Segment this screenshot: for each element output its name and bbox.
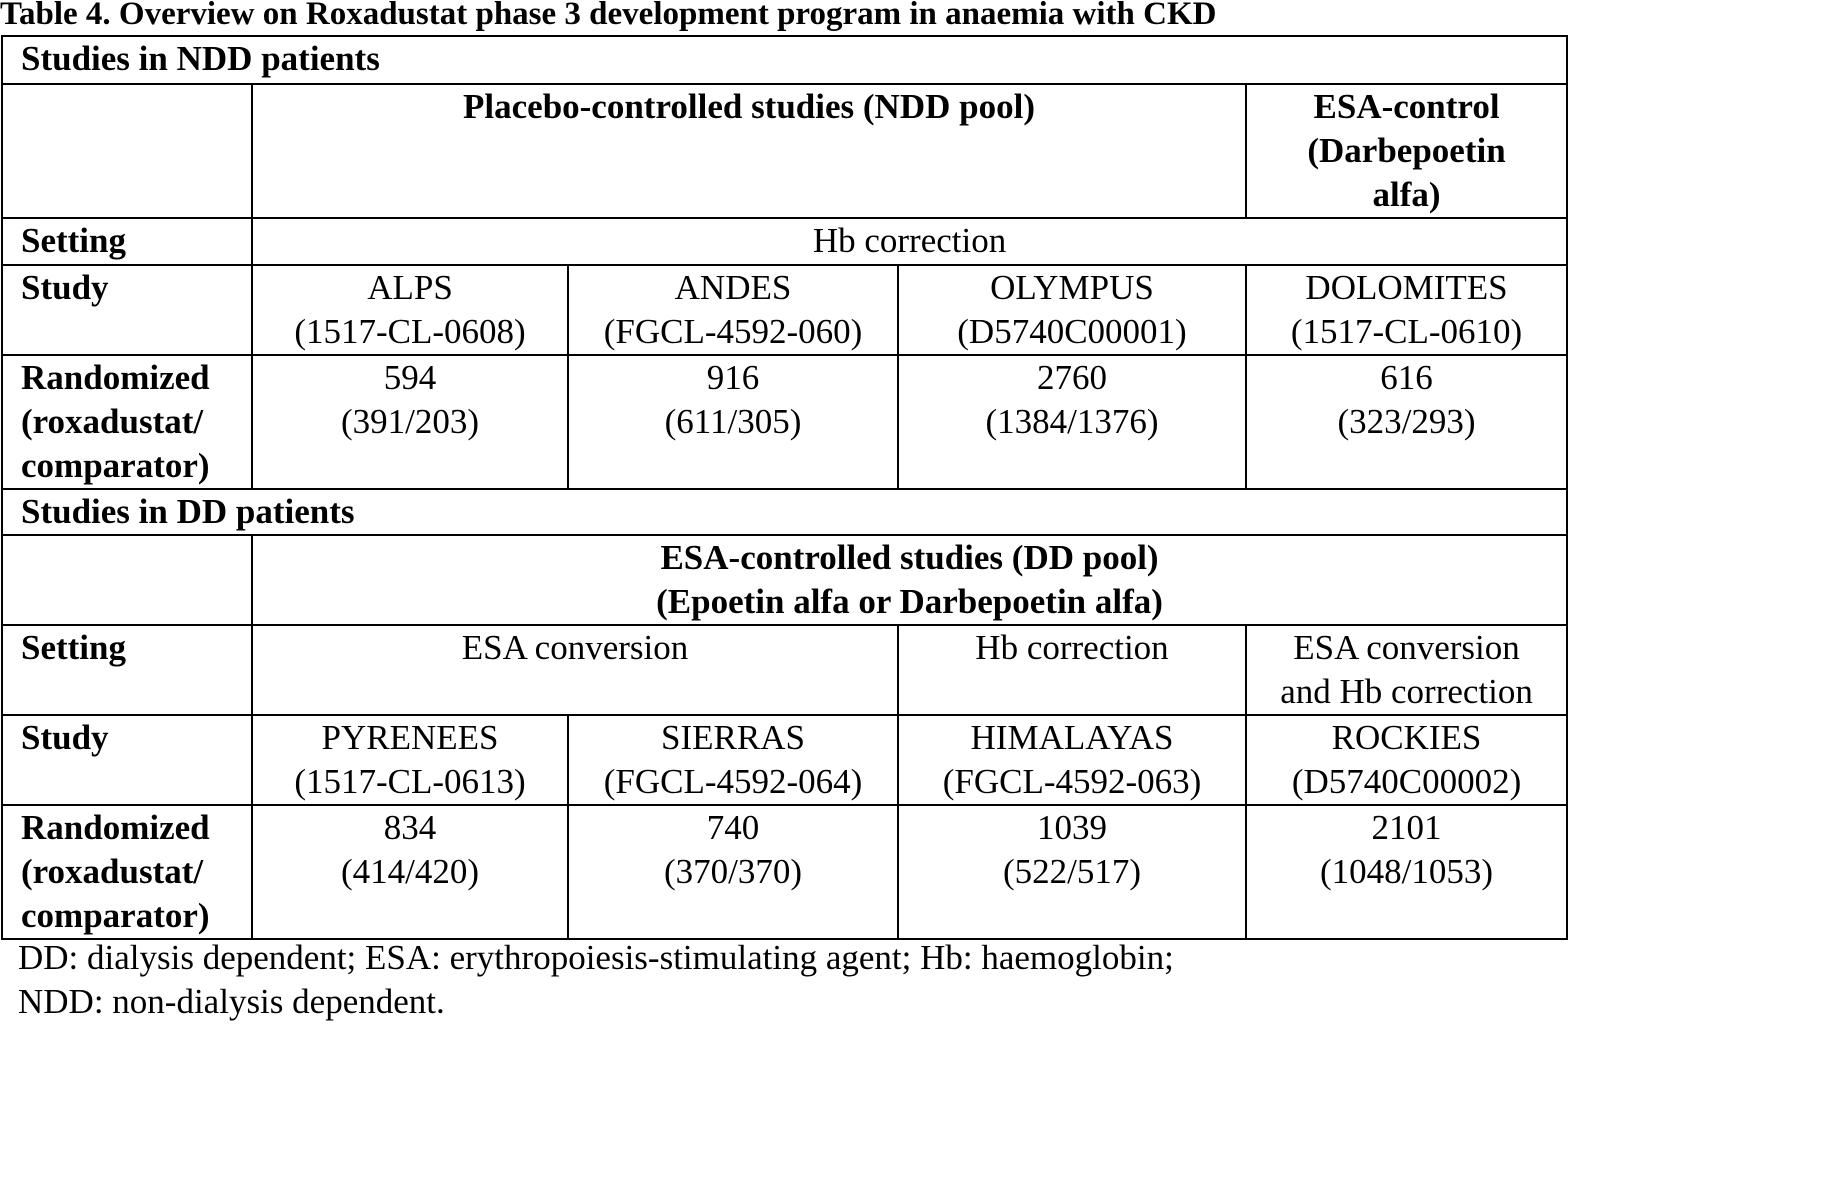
randomized-label	[2, 355, 252, 489]
study-name: ROCKIES	[1331, 718, 1482, 757]
study-name: ANDES	[674, 268, 792, 307]
footnote-line: DD: dialysis dependent; ESA: erythropoiesis-stimulating agent; Hb: haemoglobin;	[18, 938, 1174, 977]
randomized-cell	[252, 355, 568, 489]
randomized-split: (391/203)	[340, 402, 480, 441]
study-code: (D5740C00002)	[1291, 762, 1522, 801]
group-placebo-header: Placebo-controlled studies (NDD pool)	[252, 84, 1246, 218]
study-code: (1517-CL-0613)	[294, 762, 526, 801]
study-cell	[898, 715, 1246, 805]
setting-label: Setting	[2, 625, 252, 715]
randomized-cell	[1246, 355, 1567, 489]
overview-table	[1, 35, 1568, 940]
randomized-cell	[898, 355, 1246, 489]
setting-value: ESA conversion	[252, 625, 898, 715]
randomized-label-line: comparator)	[21, 896, 210, 935]
table-caption: Table 4. Overview on Roxadustat phase 3 development program in anaemia with CKD	[0, 0, 1217, 32]
randomized-total: 2101	[1371, 808, 1442, 847]
group-dd-line: ESA-controlled studies (DD pool)	[660, 538, 1159, 577]
group-dd-line: (Epoetin alfa or Darbepoetin alfa)	[656, 582, 1163, 621]
study-cell	[1246, 715, 1567, 805]
study-cell	[568, 715, 898, 805]
randomized-split: (323/293)	[1337, 402, 1476, 441]
setting-label: Setting	[2, 218, 252, 265]
randomized-total: 834	[383, 808, 437, 847]
study-name: OLYMPUS	[990, 268, 1154, 307]
randomized-cell	[898, 805, 1246, 939]
setting-line: ESA conversion	[1293, 628, 1520, 667]
empty-cell	[2, 535, 252, 625]
group-esa-header	[1246, 84, 1567, 218]
randomized-total: 740	[706, 808, 760, 847]
randomized-split: (414/420)	[340, 852, 480, 891]
setting-value: Hb correction	[898, 625, 1246, 715]
study-cell	[1246, 265, 1567, 355]
study-name: SIERRAS	[661, 718, 805, 757]
randomized-label-line: (roxadustat/	[21, 402, 204, 441]
randomized-split: (370/370)	[663, 852, 803, 891]
randomized-cell	[1246, 805, 1567, 939]
study-cell	[252, 265, 568, 355]
randomized-label	[2, 805, 252, 939]
randomized-cell	[568, 805, 898, 939]
group-esa-line: alfa)	[1372, 175, 1441, 214]
table-footnote	[18, 936, 1558, 1024]
study-name: PYRENEES	[321, 718, 499, 757]
randomized-split: (1048/1053)	[1320, 852, 1494, 891]
footnote-line: NDD: non-dialysis dependent.	[18, 982, 445, 1021]
study-name: HIMALAYAS	[970, 718, 1174, 757]
study-code: (FGCL-4592-063)	[942, 762, 1202, 801]
randomized-split: (522/517)	[1002, 852, 1142, 891]
study-code: (FGCL-4592-064)	[603, 762, 863, 801]
randomized-label-line: Randomized	[21, 358, 210, 397]
randomized-cell	[252, 805, 568, 939]
study-label: Study	[2, 265, 252, 355]
study-code: (1517-CL-0608)	[294, 312, 526, 351]
study-cell	[568, 265, 898, 355]
group-dd-header	[252, 535, 1567, 625]
study-code: (FGCL-4592-060)	[603, 312, 863, 351]
randomized-cell	[568, 355, 898, 489]
group-esa-line: ESA-control	[1313, 87, 1500, 126]
study-name: ALPS	[367, 268, 453, 307]
randomized-label-line: Randomized	[21, 808, 210, 847]
randomized-total: 1039	[1037, 808, 1107, 847]
study-code: (D5740C00001)	[957, 312, 1187, 351]
study-label: Study	[2, 715, 252, 805]
randomized-split: (1384/1376)	[985, 402, 1159, 441]
setting-value	[1246, 625, 1567, 715]
setting-line: and Hb correction	[1280, 672, 1533, 711]
randomized-label-line: comparator)	[21, 446, 210, 485]
randomized-total: 616	[1380, 358, 1433, 397]
study-cell	[252, 715, 568, 805]
randomized-split: (611/305)	[664, 402, 802, 441]
empty-cell	[2, 84, 252, 218]
section-title-dd: Studies in DD patients	[2, 489, 1567, 535]
randomized-total: 594	[383, 358, 437, 397]
randomized-label-line: (roxadustat/	[21, 852, 204, 891]
group-esa-line: (Darbepoetin	[1307, 131, 1506, 170]
randomized-total: 2760	[1037, 358, 1107, 397]
setting-value: Hb correction	[252, 218, 1567, 265]
study-code: (1517-CL-0610)	[1290, 312, 1523, 351]
section-title-ndd: Studies in NDD patients	[2, 36, 1567, 84]
study-name: DOLOMITES	[1305, 268, 1508, 307]
study-cell	[898, 265, 1246, 355]
randomized-total: 916	[706, 358, 760, 397]
